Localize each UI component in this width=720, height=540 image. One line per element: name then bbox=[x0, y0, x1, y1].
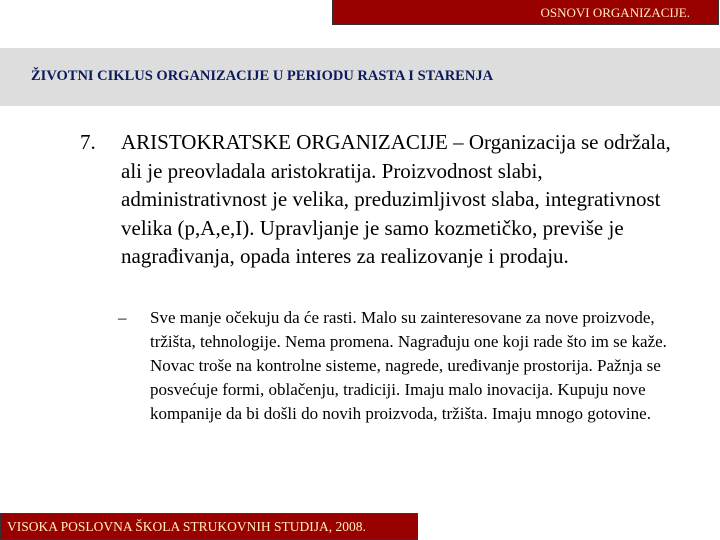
slide-title: ŽIVOTNI CIKLUS ORGANIZACIJE U PERIODU RASTA I STARENJA bbox=[31, 68, 494, 84]
sub-text: Sve manje očekuju da će rasti. Malo su zainteresovane za nove proizvode, tržišta, tehnologije. Nema promena. Nagrađuju one koji rade što im se kaže. Novac troše na kontrolne sisteme, nagrede, uređivanje prostorija. Pažnja se posvećuje formi, oblačenju, tradiciji. Imaju malo inovacija. Kupuju nove kompanije da bi došli do novih proizvoda, tržišta. Imaju mnogo gotovine. bbox=[150, 308, 667, 423]
item-number: 7. bbox=[80, 130, 96, 154]
header-bar bbox=[332, 0, 719, 25]
title-band bbox=[0, 48, 720, 106]
footer-bar bbox=[0, 513, 418, 540]
sub-bullet: – bbox=[118, 308, 127, 327]
header-title: OSNOVI ORGANIZACIJE. bbox=[540, 5, 690, 20]
footer-text: VISOKA POSLOVNA ŠKOLA STRUKOVNIH STUDIJA, 2008. bbox=[7, 519, 366, 534]
item-text: ARISTOKRATSKE ORGANIZACIJE – Organizacija se održala, ali je preovladala aristokratija. Proizvodnost slabi, administrativnost je velika, preduzimljivost slaba, integrativnost velika (p,A,e,I). Upravljanje je samo kozmetičko, previše je nagrađivanja, opada interes za realizovanje i prodaju. bbox=[121, 130, 671, 268]
